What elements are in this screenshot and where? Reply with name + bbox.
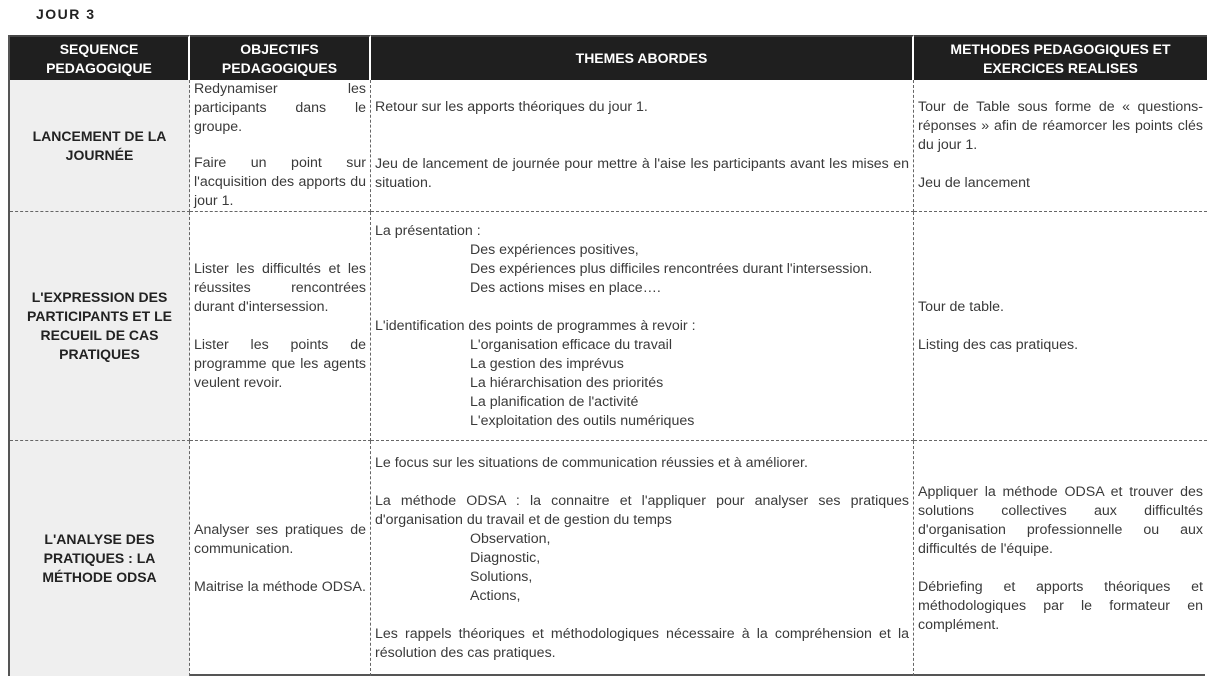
- header-themes: THEMES ABORDES: [371, 35, 914, 80]
- themes-cell: [371, 441, 914, 676]
- day-title: JOUR 3: [36, 6, 96, 22]
- objectif-text: Lister les difficultés et les réussites rencontrées durant d'intersession.: [194, 260, 366, 315]
- methode-text: Jeu de lancement: [918, 175, 1030, 191]
- methode-text: Débriefing et apports théoriques et méthodologiques par le formateur en complément.: [918, 578, 1203, 633]
- methode-text: Tour de Table sous forme de « questions-réponses » afin de réamorcer les points clés du jour 1.: [918, 99, 1203, 153]
- objectif-text: Analyser ses pratiques de communication.: [194, 521, 366, 557]
- theme-list-item: Des actions mises en place….: [470, 279, 661, 296]
- sequence-cell: LANCEMENT DE LA JOURNÉE: [10, 80, 190, 212]
- objectif-text: Maitrise la méthode ODSA.: [194, 578, 366, 595]
- methode-text: Tour de table.: [918, 298, 1004, 315]
- program-table: [8, 35, 1205, 676]
- theme-list-item: Des expériences plus difficiles rencontrées durant l'intersession.: [470, 260, 873, 277]
- theme-intro: L'identification des points de programmes à revoir :: [375, 317, 696, 334]
- sequence-cell: L'EXPRESSION DES PARTICIPANTS ET LE RECUEIL DE CAS PRATIQUES: [10, 212, 190, 441]
- theme-list-item: La planification de l'activité: [470, 393, 639, 410]
- theme-list-item: Solutions,: [470, 569, 533, 585]
- theme-list-item: La gestion des imprévus: [470, 355, 624, 372]
- themes-cell: [371, 80, 914, 212]
- objectifs-cell: [190, 441, 371, 676]
- theme-text: La méthode ODSA : la connaitre et l'appliquer pour analyser ses pratiques d'organisation du travail et de gestion du temps: [375, 493, 909, 528]
- header-methodes: METHODES PEDAGOGIQUES ET EXERCICES REALISES: [914, 35, 1207, 80]
- header-objectifs: OBJECTIFS PEDAGOGIQUES: [190, 35, 371, 80]
- methode-text: Listing des cas pratiques.: [918, 336, 1079, 353]
- theme-text: Les rappels théoriques et méthodologiques nécessaire à la compréhension et la résolution des cas pratiques.: [375, 626, 909, 661]
- theme-list-item: Observation,: [470, 531, 551, 547]
- theme-list-item: Des expériences positives,: [470, 241, 639, 258]
- themes-cell: [371, 212, 914, 441]
- theme-list-item: Actions,: [470, 588, 521, 604]
- methodes-cell: [914, 80, 1207, 212]
- objectifs-cell: [190, 80, 371, 212]
- theme-intro: La présentation :: [375, 222, 481, 239]
- methodes-cell: [914, 441, 1207, 676]
- theme-list-item: La hiérarchisation des priorités: [470, 374, 664, 391]
- sequence-cell: L'ANALYSE DES PRATIQUES : LA MÉTHODE ODSA: [10, 441, 190, 676]
- objectifs-cell: [190, 212, 371, 441]
- theme-text: Jeu de lancement de journée pour mettre à l'aise les participants avant les mises en situation.: [375, 156, 909, 191]
- theme-list-item: Diagnostic,: [470, 550, 541, 566]
- objectif-text: Faire un point sur l'acquisition des apports du jour 1.: [194, 155, 366, 209]
- methodes-cell: [914, 212, 1207, 441]
- theme-list-item: L'exploitation des outils numériques: [470, 412, 695, 429]
- objectif-text: Redynamiser les participants dans le groupe.: [194, 81, 366, 135]
- theme-list-item: L'organisation efficace du travail: [470, 336, 672, 353]
- methode-text: Appliquer la méthode ODSA et trouver des solutions collectives aux difficultés d'organisation professionnelle ou aux difficultés de l'équipe.: [918, 483, 1203, 557]
- header-sequence: SEQUENCE PEDAGOGIQUE: [10, 35, 190, 80]
- objectif-text: Lister les points de programme que les agents veulent revoir.: [194, 336, 366, 391]
- theme-text: Retour sur les apports théoriques du jour 1.: [375, 99, 648, 115]
- theme-text: Le focus sur les situations de communication réussies et à améliorer.: [375, 455, 808, 471]
